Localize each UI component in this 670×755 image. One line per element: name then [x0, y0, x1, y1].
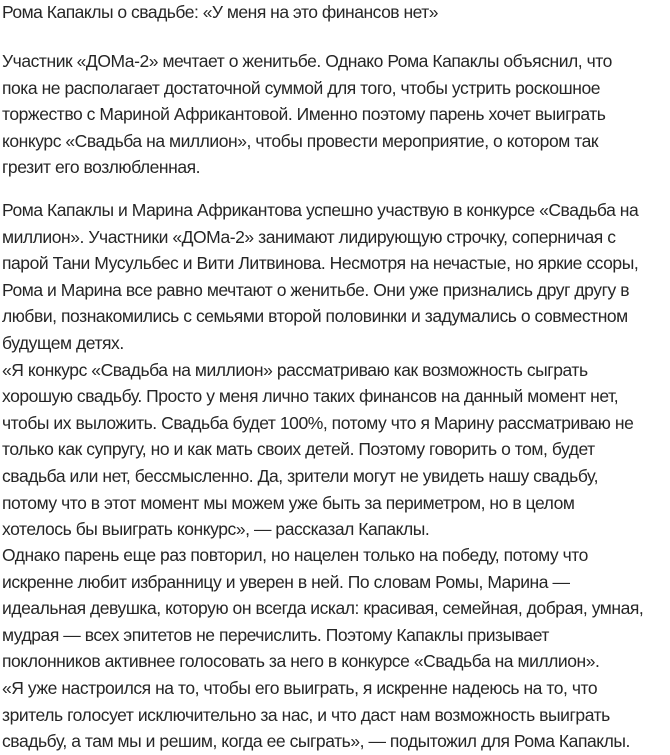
quote-line: только как супругу, но и как мать своих детей. Поэтому говорить о том, будет — [2, 439, 595, 460]
paragraph-line: торжество с Мариной Африкантовой. Именно поэтому парень хочет выиграть — [2, 104, 606, 125]
paragraph-1 — [2, 48, 670, 181]
paragraph-line: Участник «ДОМа-2» мечтает о женитьбе. Однако Рома Капаклы объяснил, что — [2, 51, 612, 71]
paragraph-line: мудрая — всех эпитетов не перечислить. Поэтому Капаклы призывает — [2, 624, 549, 645]
article-title: Рома Капаклы о свадьбе: «У меня на это финансов нет» — [2, 2, 439, 22]
paragraph-line: будущем детях. — [2, 332, 124, 353]
paragraph-line: миллион». Участники «ДОМа-2» занимают лидирующую строчку, соперничая с — [2, 226, 616, 247]
paragraph-line: Однако парень еще раз повторил, но нацелен только на победу, потому что — [2, 545, 588, 565]
quote-line: свадьбу, а там мы и решим, когда ее сыграть», — подытожил для Рома Капаклы. — [2, 731, 630, 752]
quote-line: зритель голосует исключительно за нас, и что даст нам возможность выиграть — [2, 704, 610, 725]
paragraph-line: любви, познакомились с семьями второй половинки и задумались о совместном — [2, 306, 628, 327]
paragraph-line: искренне любит избранницу и уверен в ней. По словам Ромы, Марина — — [2, 571, 570, 592]
paragraph-line: конкурс «Свадьба на миллион», чтобы провести мероприятие, о котором так — [2, 130, 599, 151]
paragraph-line: поклонников активнее голосовать за него в конкурсе «Свадьба на миллион». — [2, 651, 600, 672]
paragraph-line: грезит его возлюбленная. — [2, 157, 201, 178]
paragraph-2 — [2, 197, 670, 543]
quote-line: свадьба или нет, бессмысленно. Да, зрители могут не увидеть нашу свадьбу, — [2, 465, 598, 486]
quote-line: хотелось бы выиграть конкурс», — рассказал Капаклы. — [2, 519, 430, 540]
paragraph-line: Рома Капаклы и Марина Африкантова успешно участвую в конкурсе «Свадьба на — [2, 200, 639, 220]
quote-line: «Я уже настроился на то, чтобы его выиграть, я искренне надеюсь на то, что — [2, 677, 598, 698]
paragraph-line: парой Тани Мусульбес и Вити Литвинова. Несмотря на нечастые, но яркие ссоры, — [2, 253, 639, 274]
quote-line: хорошую свадьбу. Просто у меня лично таких финансов на данный момент нет, — [2, 386, 619, 407]
quote-line: потому что в этот момент мы можем уже быть за периметром, но в целом — [2, 492, 575, 513]
paragraph-line: Рома и Марина все равно мечтают о женитьбе. Они уже признались друг другу в — [2, 279, 630, 300]
quote-line: чтобы их выложить. Свадьба будет 100%, потому что я Марину рассматриваю не — [2, 412, 634, 433]
paragraph-line: идеальная девушка, которую он всегда искал: красивая, семейная, добрая, умная, — [2, 598, 644, 619]
paragraph-3 — [2, 542, 670, 755]
paragraph-line: пока не располагает достаточной суммой для того, чтобы устрить роскошное — [2, 77, 601, 98]
quote-line: «Я конкурс «Свадьба на миллион» рассматриваю как возможность сыграть — [2, 359, 588, 380]
